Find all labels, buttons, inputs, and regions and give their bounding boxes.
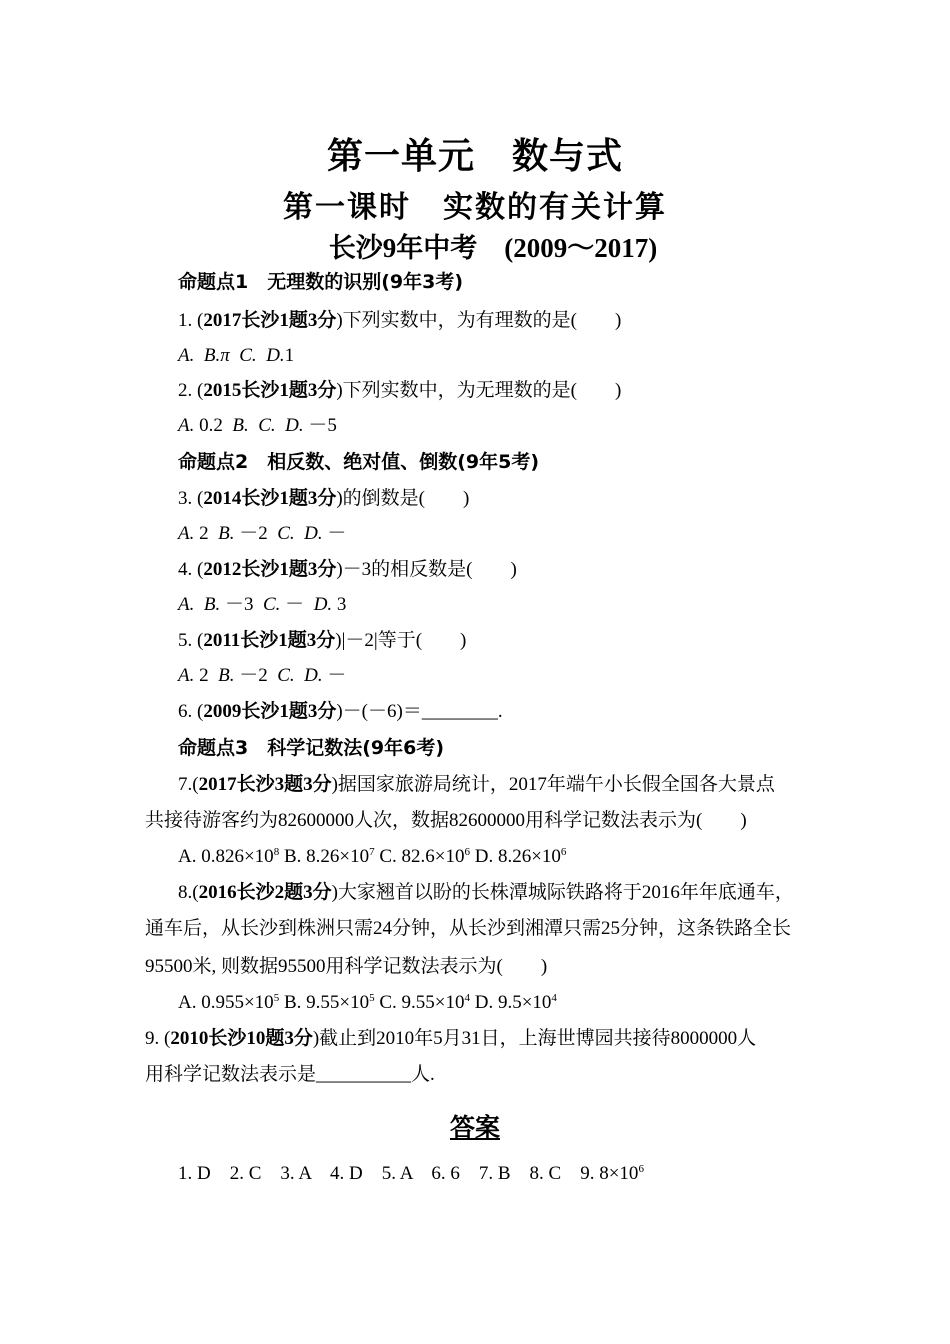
answers-line <box>178 1162 644 1186</box>
option-c-exponent: 6 <box>464 846 470 858</box>
options-8 <box>178 991 557 1015</box>
option-a-exponent: 8 <box>273 846 280 858</box>
section-heading-1: 命题点1 无理数的识别(9年3考) <box>178 271 464 293</box>
option-d: D. 9.5×10 <box>474 992 552 1013</box>
option-b-label: B. <box>203 594 221 615</box>
exam-subtitle: 长沙9年中考 (2009～2017) <box>328 233 658 263</box>
option-b: B. 9.55×10 <box>283 992 370 1013</box>
question-text: )|－2|等于( ) <box>335 630 467 651</box>
option-c: C. <box>258 415 276 436</box>
question-source: 2009长沙1题3分 <box>203 701 337 722</box>
question-source: 2015长沙1题3分 <box>203 380 337 401</box>
section-heading-3: 命题点3 科学记数法(9年6考) <box>178 737 445 759</box>
option-a-label: A. <box>178 523 195 544</box>
option-b-label: B. <box>218 523 235 544</box>
question-source: 2011长沙1题3分 <box>203 630 336 651</box>
options-2 <box>178 414 337 438</box>
section-heading-2: 命题点2 相反数、绝对值、倒数(9年5考) <box>178 451 540 473</box>
question-8-line-1 <box>178 881 794 905</box>
options-5 <box>178 664 346 688</box>
option-b-exponent: 7 <box>369 846 375 858</box>
question-7-line-1 <box>178 773 775 797</box>
answers-text: 1. D 2. C 3. A 4. D 5. A 6. 6 7. B 8. C 9. 8×10 <box>178 1163 639 1184</box>
options-3 <box>178 522 346 546</box>
question-text: )截止到2010年5月31日，上海世博园共接待8000000人 <box>312 1028 757 1049</box>
question-1 <box>178 309 621 333</box>
option-a-exponent: 5 <box>273 992 280 1004</box>
question-text: )下列实数中，为无理数的是( ) <box>336 380 622 401</box>
answers-title: 答案 <box>449 1113 500 1142</box>
lesson-title: 第一课时 实数的有关计算 <box>283 190 667 225</box>
question-8-line-3: 95500米, 则数据95500用科学记数法表示为( ) <box>145 956 548 977</box>
option-c: C. <box>277 523 295 544</box>
question-source: 2014长沙1题3分 <box>203 488 337 509</box>
option-d-value: － <box>327 523 347 544</box>
option-c: C. 82.6×10 <box>379 846 465 867</box>
option-d-value: － <box>327 665 347 686</box>
question-7-line-2: 共接待游客约为82600000人次，数据82600000用科学记数法表示为( ) <box>145 810 747 831</box>
question-number: 1. ( <box>178 310 204 331</box>
option-a-value: 2 <box>199 665 209 686</box>
option-a: A. <box>178 594 195 615</box>
question-9-line-2: 用科学记数法表示是__________人. <box>145 1064 435 1085</box>
option-d-exponent: 6 <box>560 846 567 858</box>
option-b-value: π <box>220 345 230 366</box>
question-3 <box>178 487 469 511</box>
option-b-label: B. <box>203 345 221 366</box>
unit-title: 第一单元 数与式 <box>326 136 623 177</box>
question-source: 2010长沙10题3分 <box>170 1028 313 1049</box>
option-c-value: － <box>285 594 305 615</box>
question-number: 5. ( <box>178 630 204 651</box>
question-5 <box>178 629 466 653</box>
option-b-value: －3 <box>224 594 254 615</box>
question-number: 7.( <box>178 774 199 795</box>
question-number: 8.( <box>178 882 199 903</box>
option-c: C. <box>239 345 257 366</box>
option-b-value: －2 <box>239 665 268 686</box>
question-number: 6. ( <box>178 701 204 722</box>
question-text: )下列实数中，为有理数的是( ) <box>336 310 622 331</box>
question-number: 4. ( <box>178 559 204 580</box>
option-d-label: D. <box>304 523 323 544</box>
option-d-label: D. <box>266 345 285 366</box>
question-text: )大家翘首以盼的长株潭城际铁路将于2016年年底通车， <box>331 882 794 903</box>
options-4 <box>178 593 346 617</box>
option-b: B. 8.26×10 <box>283 846 370 867</box>
option-d: D. 8.26×10 <box>474 846 561 867</box>
options-7 <box>178 845 566 869</box>
question-4 <box>178 558 517 582</box>
options-1 <box>178 344 294 368</box>
option-d-label: D. <box>313 594 333 615</box>
question-source: 2017长沙1题3分 <box>203 310 337 331</box>
option-a-value: 0.2 <box>199 415 223 436</box>
question-text: )－(－6)＝________. <box>336 701 503 722</box>
question-8-line-2: 通车后，从长沙到株洲只需24分钟，从长沙到湘潭只需25分钟，这条铁路全长 <box>145 918 792 939</box>
question-source: 2016长沙2题3分 <box>198 882 332 903</box>
option-c-exponent: 4 <box>464 992 470 1004</box>
option-b-value: －2 <box>239 523 268 544</box>
option-a-label: A. <box>178 415 195 436</box>
question-source: 2017长沙3题3分 <box>198 774 332 795</box>
question-9-line-1 <box>145 1027 756 1051</box>
option-a: A. 0.955×10 <box>178 992 274 1013</box>
option-d-value: 1 <box>284 345 295 366</box>
option-a: A. <box>178 345 195 366</box>
option-b-label: B. <box>218 665 235 686</box>
question-number: 9. ( <box>145 1028 171 1049</box>
question-source: 2012长沙1题3分 <box>203 559 337 580</box>
option-a-value: 2 <box>199 523 209 544</box>
question-text: )据国家旅游局统计，2017年端午小长假全国各大景点 <box>331 774 775 795</box>
question-text: )－3的相反数是( ) <box>336 559 517 580</box>
option-d-label: D. <box>304 665 323 686</box>
option-a: A. 0.826×10 <box>178 846 274 867</box>
question-number: 3. ( <box>178 488 204 509</box>
option-b: B. <box>232 415 249 436</box>
question-text: )的倒数是( ) <box>336 488 470 509</box>
option-d-exponent: 4 <box>551 992 557 1004</box>
option-c-label: C. <box>262 594 281 615</box>
question-number: 2. ( <box>178 380 204 401</box>
answers-exponent: 6 <box>638 1163 644 1175</box>
option-b-exponent: 5 <box>369 992 375 1004</box>
question-6 <box>178 700 503 724</box>
option-d-value: －5 <box>308 415 337 436</box>
question-2 <box>178 379 621 403</box>
option-d-value: 3 <box>336 594 347 615</box>
option-c: C. <box>277 665 295 686</box>
option-a-label: A. <box>178 665 195 686</box>
option-d-label: D. <box>285 415 304 436</box>
option-c: C. 9.55×10 <box>379 992 465 1013</box>
